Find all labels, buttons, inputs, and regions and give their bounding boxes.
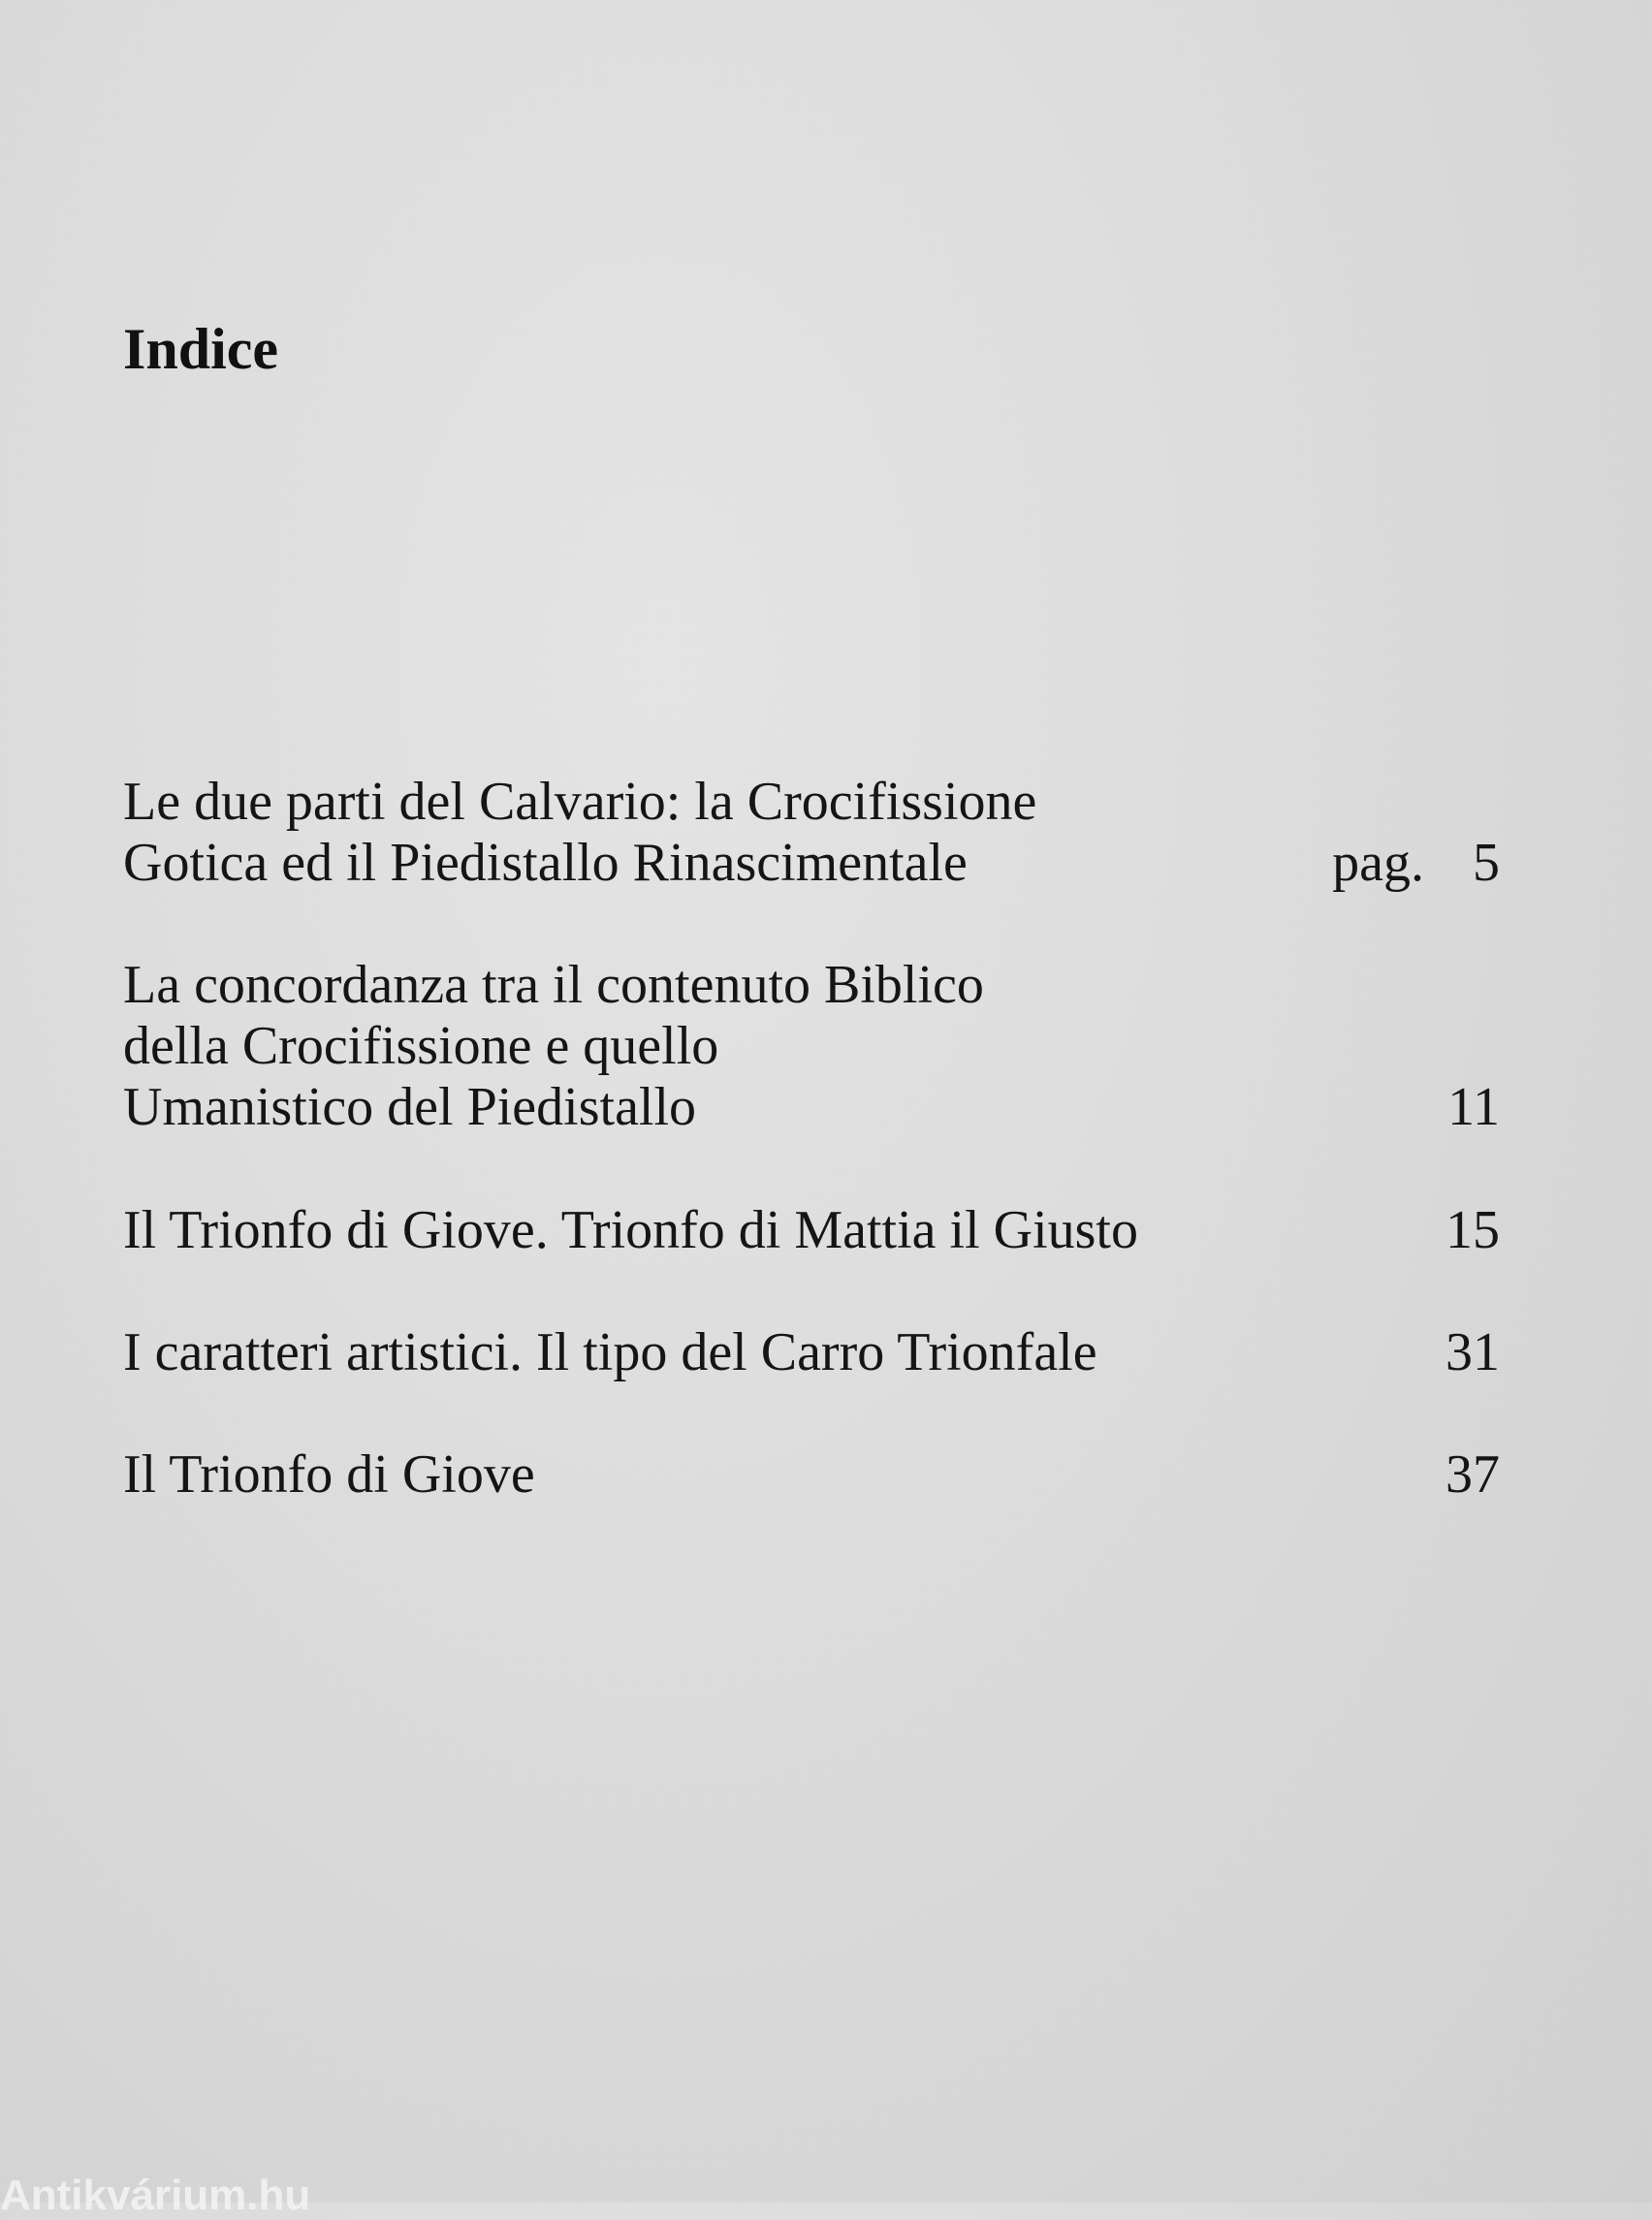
toc-entry-page xyxy=(1447,1077,1500,1138)
toc-entry-title-line: Umanistico del Piedistallo xyxy=(123,1077,697,1137)
page-number: 11 xyxy=(1447,1077,1500,1137)
toc-entry xyxy=(123,1444,1500,1506)
page-number: 31 xyxy=(1446,1322,1500,1382)
toc-entry-title-line: I caratteri artistici. Il tipo del Carro Trionfale xyxy=(123,1322,1097,1382)
toc-entry-title xyxy=(123,955,1500,1138)
page-number: 37 xyxy=(1446,1444,1500,1505)
page-number: 15 xyxy=(1446,1200,1500,1260)
toc-entry-page xyxy=(1446,1322,1500,1383)
page-number: 5 xyxy=(1473,833,1500,893)
toc-entry-title-line: Il Trionfo di Giove xyxy=(123,1444,535,1505)
watermark-text: Antikvárium.hu xyxy=(0,2172,311,2219)
toc-entry xyxy=(123,1322,1500,1383)
toc-entry-title-line: Il Trionfo di Giove. Trionfo di Mattia il Giusto xyxy=(123,1200,1138,1260)
toc-entry-title-line: Le due parti del Calvario: la Crocifissione xyxy=(123,772,1037,832)
toc-entry xyxy=(123,772,1500,894)
toc-entry-title xyxy=(123,772,1500,894)
toc-entry-page xyxy=(1446,1200,1500,1261)
toc-entry-title xyxy=(123,1444,1500,1506)
toc-entry xyxy=(123,1200,1500,1261)
toc-entry-title xyxy=(123,1200,1500,1261)
page-label: pag. xyxy=(1332,833,1424,893)
toc-entry-title xyxy=(123,1322,1500,1383)
page-title: Indice xyxy=(123,317,279,381)
toc-entry-page xyxy=(1446,1444,1500,1506)
toc-entry-title-line: La concordanza tra il contenuto Biblico xyxy=(123,955,984,1015)
toc-entry xyxy=(123,955,1500,1138)
toc-entry-title-line: della Crocifissione e quello xyxy=(123,1016,719,1076)
toc-entry-title-line: Gotica ed il Piedistallo Rinascimentale xyxy=(123,833,968,893)
toc-entry-page xyxy=(1332,833,1500,894)
